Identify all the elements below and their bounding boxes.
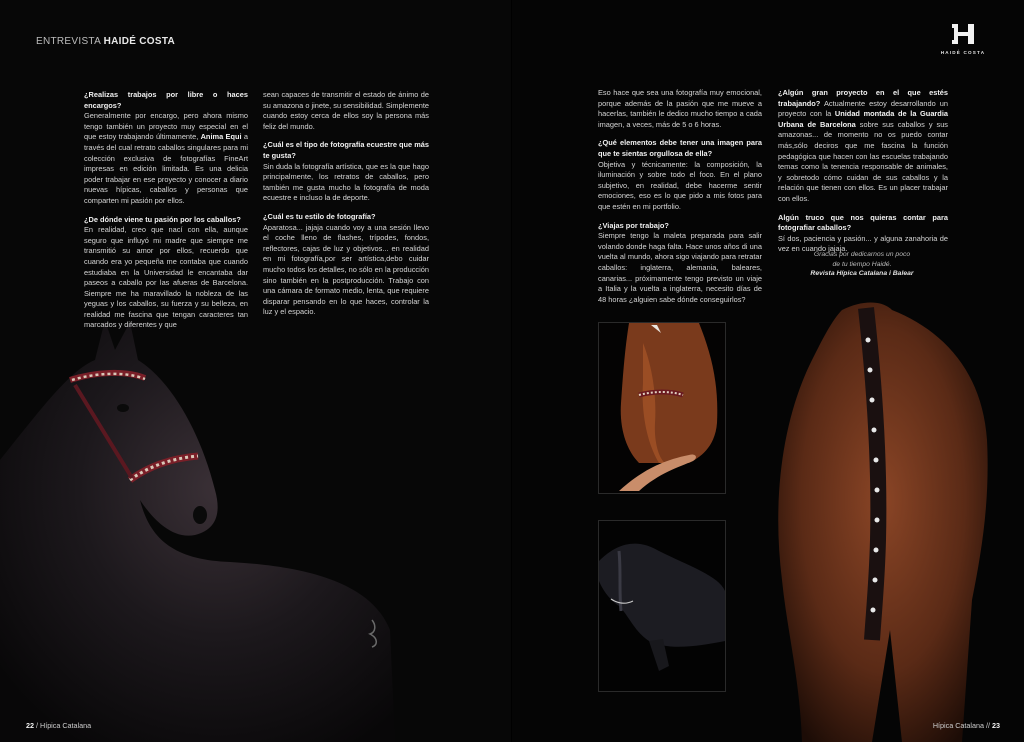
thanks-credit bbox=[772, 250, 952, 279]
section-label: ENTREVISTA bbox=[36, 36, 101, 47]
answer-bold: Unidad montada de la Guardia Urbana de Barcelona bbox=[778, 109, 948, 129]
footer-right bbox=[933, 721, 1000, 730]
right-column-2 bbox=[778, 88, 948, 263]
answer: Eso hace que sea una fotografía muy emocional, porque además de la pasión que me mueve a hacerlas, también le dedico mucho tiempo a cada imagen, a veces, más de 5 o 6 horas. bbox=[598, 88, 762, 129]
right-page bbox=[512, 0, 1024, 742]
footer-separator: / bbox=[34, 721, 40, 730]
interviewee-name: HAIDÉ COSTA bbox=[103, 36, 176, 47]
page-number: 22 bbox=[26, 721, 34, 730]
left-column-1 bbox=[84, 90, 248, 339]
qa-block bbox=[263, 212, 429, 318]
credit-line-2: de tu tiempo Haidé. bbox=[832, 260, 892, 268]
credit-line-1: Gracias por dedicarnos un poco bbox=[813, 251, 911, 258]
question: Algún truco que nos quieras contar para fotografiar caballos? bbox=[778, 212, 948, 233]
black-horse-image bbox=[599, 521, 725, 691]
answer: Aparatosa... jajaja cuando voy a una sesión llevo el coche lleno de flashes, trípodes, fondos, reflectores, cajas de luz y objetivos... en realidad en mi fotografía,por ser artística,debo cuidar mucho todos los detalles, no sólo en la producción sino también en la postproducción. Trabajo con una cámara de formato medio, lenta, que requiere disparar pensando en lo que haces, controlar la luz y el espacio. bbox=[263, 222, 429, 317]
qa-block bbox=[598, 221, 762, 306]
question: ¿Cuál es el tipo de fotografía ecuestre que más te gusta? bbox=[263, 140, 429, 160]
qa-block bbox=[778, 213, 948, 255]
question: ¿Cuál es tu estilo de fotografía? bbox=[263, 211, 376, 221]
qa-block bbox=[263, 140, 429, 204]
question: ¿Qué elementos debe tener una imagen para que te sientas orgullosa de ella? bbox=[598, 138, 762, 158]
answer: Objetiva y técnicamente: la composición, la iluminación y sobre todo el foco. En el plano subjetivo, en realidad, debe hacerme sentir emociones, eso es lo que pido a mis fotos para que estén en mi portfolio. bbox=[598, 159, 762, 211]
qa-block bbox=[598, 138, 762, 212]
magazine-name: Hípica Catalana bbox=[932, 721, 984, 730]
answer: Sí dos, paciencia y pasión... y alguna zanahoria de vez en cuando jajaja. bbox=[778, 233, 948, 254]
right-horse-photo bbox=[762, 300, 1024, 742]
question: ¿De dónde viene tu pasión por los caballos? bbox=[84, 214, 241, 224]
answer: Generalmente por encargo, pero ahora mismo tengo también un proyecto muy especial en el que estoy trabajando últimamente, bbox=[84, 111, 248, 142]
qa-block bbox=[84, 90, 248, 207]
answer: Siempre tengo la maleta preparada para salir volando donde haga falta. Hace unos años di una vuelta al mundo, ahora sigo viajando para retratar caballos: inglaterra, alemania, baleares, canarias... próximamente tengo previsto un viaje a Italia y la vuelta a inglaterra, necesito días de 48 horas ¿alguien sabe dónde conseguirlos? bbox=[598, 231, 762, 304]
footer-left bbox=[26, 721, 91, 730]
credit-line-3: Revista Hípica Catalana i Balear bbox=[810, 270, 914, 277]
left-horse-photo bbox=[0, 300, 400, 742]
small-photo-bottom bbox=[598, 520, 726, 692]
logo-caption: HAIDÉ COSTA bbox=[940, 50, 986, 55]
answer: sobre sus caballos y sus amazonas... de momento no os puedo contar más,sólo deciros que me fascina la función pedagógica que hacen con las escuelas trabajando temas como la tenencia responsable de animales, y sobretodo cómo cuidan de sus caballos y la relación que tienen con ellos. Es un placer trabajar con ellos. bbox=[778, 119, 948, 203]
logo-mark-icon bbox=[950, 22, 976, 46]
page-number: 23 bbox=[992, 721, 1000, 730]
brand-logo bbox=[938, 22, 988, 55]
left-column-2 bbox=[263, 90, 429, 326]
question: ¿Realizas trabajos por libre o haces encargos? bbox=[84, 90, 248, 110]
qa-block bbox=[263, 90, 429, 132]
question: ¿Viajas por trabajo? bbox=[598, 220, 669, 230]
answer: En realidad, creo que nací con ella, aunque seguro que influyó mi madre que siempre me transmitió su amor por ellos, recuerdo que cuando era yo pequeña me contaba que cuando estudiaba en la Universidad le encantaba dar paseos a caballo por las afueras de Barcelona. Siempre me ha maravillado la nobleza de las yeguas y los caballos, su fuerza y su belleza, en realidad me fascina que tengan caracteres tan marcados y diferentes y que bbox=[84, 225, 248, 330]
question: ¿Algún gran proyecto en el que estés trabajando? bbox=[778, 88, 948, 108]
right-column-1 bbox=[598, 88, 762, 313]
small-photo-top bbox=[598, 322, 726, 494]
section-header bbox=[36, 36, 175, 47]
answer: Sin duda la fotografía artística, que es la que hago principalmente, los retratos de caballos, pero también me gusta mucho la fotografía de moda ecuestre e incluso la de deporte. bbox=[263, 161, 429, 203]
answer: Actualmente estoy desarrollando un proyecto con la bbox=[778, 98, 948, 119]
footer-separator: // bbox=[984, 721, 992, 730]
horse-portrait-image bbox=[0, 300, 400, 742]
answer: sean capaces de transmitir el estado de ánimo de su amazona o jinete, su sensibilidad. Simplemente cuando estoy cerca de ellos soy la persona más feliz del mundo. bbox=[263, 90, 429, 131]
answer: a través del cual retrato caballos singulares para mi colección exclusiva de fotografías FineArt impresas en edición limitada. Es una delicia poder trabajar en ese proyecto y conocer a diario nuevas hípicas, caballos y personas que comparten mi pasión por ellos. bbox=[84, 132, 248, 205]
qa-block bbox=[778, 88, 948, 205]
horse-head-hand-image bbox=[599, 323, 725, 493]
magazine-name: Hípica Catalana bbox=[40, 721, 92, 730]
answer-bold: Anima Equi bbox=[200, 132, 242, 142]
qa-block bbox=[84, 215, 248, 332]
qa-block bbox=[598, 88, 762, 130]
horse-rear-braided-image bbox=[762, 300, 1024, 742]
